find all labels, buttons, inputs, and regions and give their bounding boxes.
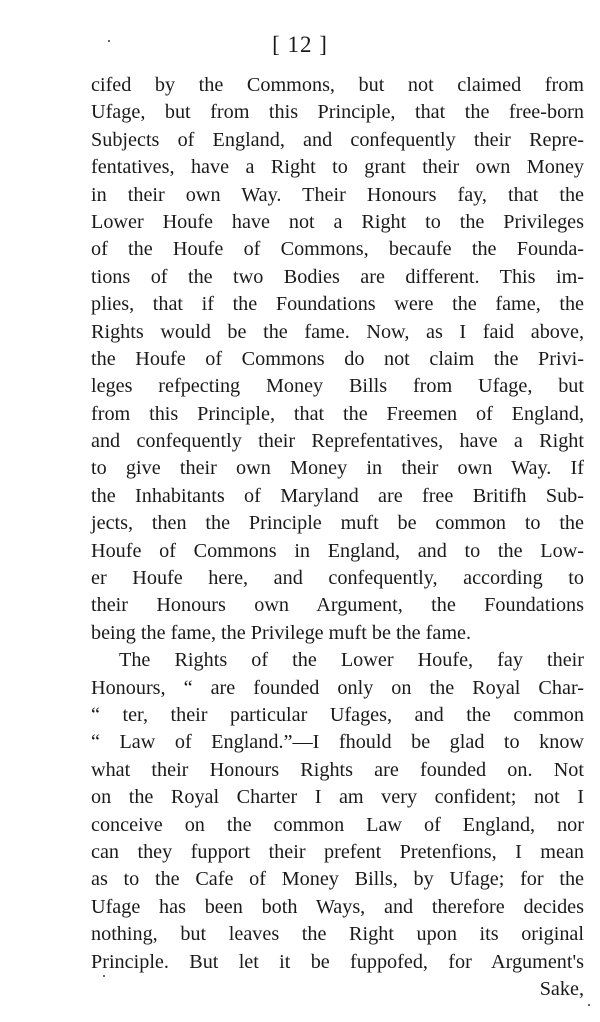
text-line: in their own Way. Their Honours fay, that the (91, 183, 584, 206)
text-line: can they fupport their prefent Pretenfions, I mean (91, 840, 584, 863)
text-line: “ ter, their particular Ufages, and the common (91, 703, 584, 726)
text-line: jects, then the Principle muft be common to the (91, 512, 584, 535)
paper-speck (588, 1004, 590, 1006)
text-line: nothing, but leaves the Right upon its original (91, 923, 584, 946)
text-line: conceive on the common Law of England, nor (91, 813, 584, 836)
text-line: tions of the two Bodies are different. This im- (91, 265, 584, 288)
text-line: Ufage has been both Ways, and therefore decides (91, 895, 584, 918)
text-line: of the Houfe of Commons, becaufe the Founda- (91, 238, 584, 261)
text-line: Ufage, but from this Principle, that the free-born (91, 101, 584, 124)
page-number: [ 12 ] (272, 32, 328, 57)
text-line: the Houfe of Commons do not claim the Privi- (91, 347, 584, 370)
text-line: Lower Houfe have not a Right to the Privileges (91, 210, 584, 233)
text-line: on the Royal Charter I am very confident; not I (91, 786, 584, 809)
text-line: their Honours own Argument, the Foundations (91, 594, 584, 617)
text-line: Rights would be the fame. Now, as I faid above, (91, 320, 584, 343)
text-line: er Houfe here, and confequently, according to (91, 567, 584, 590)
text-line: Honours, “ are founded only on the Royal Char- (91, 676, 584, 699)
text-line: being the fame, the Privilege muft be the fame. (91, 621, 472, 644)
text-line: fentatives, have a Right to grant their own Money (91, 156, 584, 179)
text-line: Subjects of England, and confequently their Repre- (91, 128, 584, 151)
text-line: “ Law of England.”—I fhould be glad to know (91, 731, 584, 754)
body-text (91, 72, 584, 1003)
text-line: and confequently their Reprefentatives, have a Right (91, 430, 584, 453)
paper-speck (103, 975, 105, 977)
paragraph-first-line: The Rights of the Lower Houfe, fay their (119, 649, 584, 672)
catchword: Sake, (539, 977, 584, 1000)
text-line: leges refpecting Money Bills from Ufage, but (91, 375, 584, 398)
text-line: from this Principle, that the Freemen of England, (91, 402, 584, 425)
text-line: Principle. But let it be fuppofed, for Argument's (91, 950, 584, 973)
text-line: what their Honours Rights are founded on. Not (91, 758, 584, 781)
text-line: cifed by the Commons, but not claimed from (91, 74, 584, 96)
text-line: Houfe of Commons in England, and to the Low- (91, 539, 584, 562)
text-line: as to the Cafe of Money Bills, by Ufage; for the (91, 868, 584, 891)
text-line: the Inhabitants of Maryland are free Britifh Sub- (91, 484, 584, 507)
text-line: to give their own Money in their own Way. If (91, 457, 584, 480)
paper-speck (108, 40, 110, 42)
text-line: plies, that if the Foundations were the fame, the (91, 293, 584, 316)
